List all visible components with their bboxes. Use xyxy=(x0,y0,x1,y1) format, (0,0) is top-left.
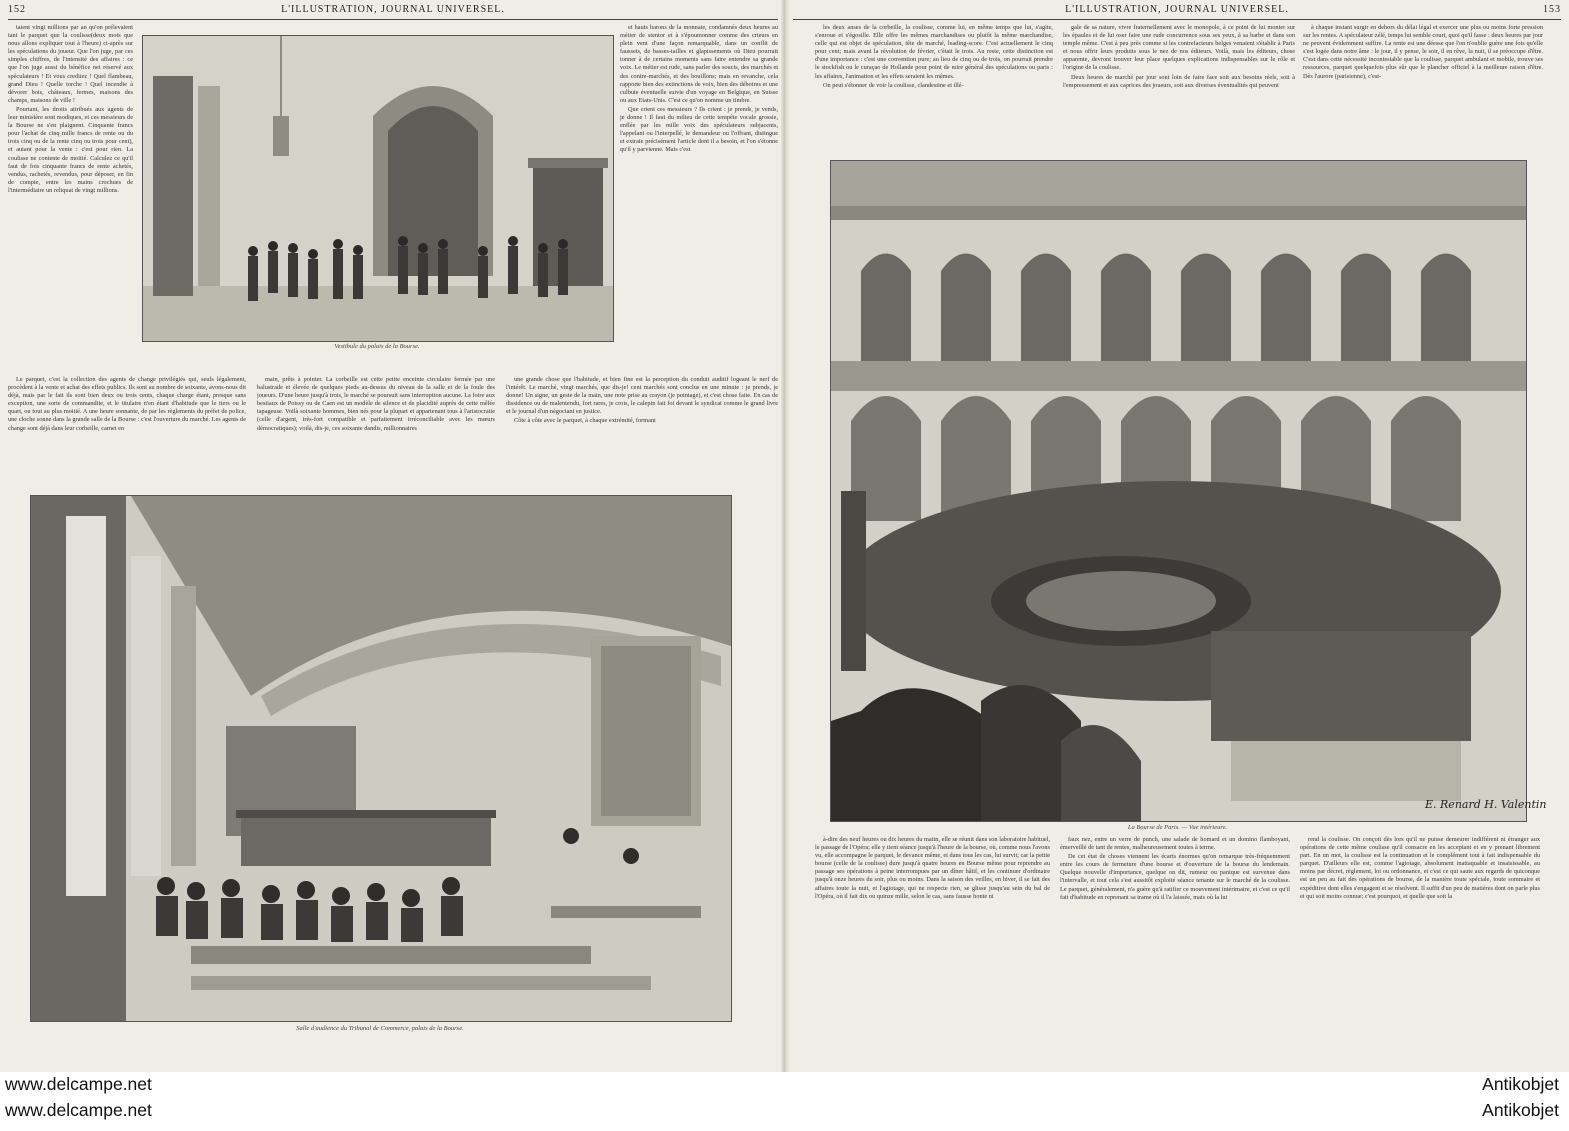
text-column-top-1 xyxy=(815,24,1053,136)
header-rule xyxy=(793,19,1561,20)
page-number-right: 153 xyxy=(1543,4,1561,15)
paragraph: à-dire des neuf heures ou dix heures du matin, elle se réunit dans son laboratoire habituel, le passage de l'Opéra; elle y tient séance jusqu'à l'heure de la bourse, où, comme nous l'avons vu, elle accompagne le parquet, le devance même, et dans tous les cas, lui survit; car la petite bourse (celle de la coulisse) dure jusqu'à quatre heures en Bourse même pour reprendre au passage ses opérations à peine interrompues par un dîner hâtif, et les continuer d'ordinaire jusqu'à onze heures du soir, plus ou moins. Dans la saison des veilles, en hiver, il se fait des affaires toute la nuit, et l'agiotage, qui ne respecte rien, se glisse jusqu'au sein du bal de l'Opéra, où il fait dix ou quinze mille, selon le cas, sans fausse honte ni xyxy=(815,836,1050,900)
engraving-vestibule xyxy=(143,36,613,341)
text-column-left-2 xyxy=(620,24,778,370)
watermark-text: www.delcampe.net xyxy=(5,1100,152,1120)
text-column-bottom-3 xyxy=(1300,836,1540,1061)
paragraph: On peut s'étonner de voir la coulisse, clandestine et illé- xyxy=(823,81,964,89)
paragraph: gale de sa nature, vivre fraternellement avec le monopole, à ce point de lui monter sur les épaules et de lui oser faire une rude concurrence sous ses yeux, à sa barbe et dans son temple même. C'est à peu près comme si les contrefacteurs belges venaient s'établir à Paris et nous offrir leurs produits sous le nez de nos éditeurs. Voilà, mais les éditeurs, chose apparente, devront trouver leur place quelques explications indispensables sur le rôle et l'origine de la coulisse. xyxy=(1063,24,1295,72)
illustration-vestibule xyxy=(142,35,614,342)
paragraph: Deux heures de marché par jour sont loin de faire face soit aux besoins réels, soit à l'empressement et aux caprices des joueurs, soit aux diverses éventualités qui peuvent xyxy=(1063,73,1295,89)
illustration-bourse xyxy=(830,160,1527,822)
paragraph: et hauts barons de la monnaie, condamnés deux heures au métier de stentor et à s'époumonner comme des crieurs en plein vent d'une façon remarquable, dans un conflit de faussets, de basses-tailles et glapissements où Dieu pourrait tonner à de certains moments sans faire entendre sa grande voix. Le métier est rude, sans parler des soucis, des marchés et des contre-marchés, et des bouillons; mais en revanche, cela rapporte bien des extinctions de voix, bien des déboires et une culbute éventuelle suivie d'un voyage en Belgique, en Suisse ou aux Etats-Unis. C'est ce qu'on nomme un timbre. xyxy=(620,24,778,104)
paragraph: De cet état de choses viennent les écarts énormes qu'on remarque très-fréquemment entre les cours de fermeture d'une bourse et d'ouverture de la bourse du lendemain. Quelque nouvelle d'importance, quelque on dit, rumeur ou panique est survenue dans l'intervalle, et tout cela s'est aussitôt exploité séance tenante sur le marché de la coulisse. Le parquet, généralement, n'a guère qu'à ratifier ce mouvement intérimaire, et c'est ce qu'il fait d'habitude en reprenant sa trame où il l'a laissée, mais où la lui xyxy=(1060,853,1290,901)
paragraph: Le parquet, c'est la collection des agents de change privilégiés qui, seuls légalement, procèdent à la vente et achat des effets publics. Ils sont au nombre de soixante, avons-nous dit déjà, mais par le fait ils sont bien deux ou trois cents, chaque charge étant, presque sans exception, une sorte de commandite, et le titulaire n'en étant d'habitude que le tiers ou le quart, ou tout au plus moitié. A une heure sonnante, de par les règlements du préfet de police, une cloche sonne dans la grande salle de la Bourse : c'est l'ouverture du marché. Les agents de change sont déjà dans leur corbeille, carnet en xyxy=(8,376,246,432)
illustration-tribunal xyxy=(30,495,732,1022)
watermark-text: Antikobjet xyxy=(1482,1074,1559,1094)
paragraph: Côte à côte avec le parquet, à chaque extrémité, formant xyxy=(514,417,656,425)
watermark-text: www.delcampe.net xyxy=(5,1074,152,1094)
text-column-top-2 xyxy=(1063,24,1295,136)
engraving-tribunal xyxy=(31,496,731,1021)
text-column-mid-1 xyxy=(8,376,246,488)
text-column-bottom-1 xyxy=(815,836,1050,1061)
paragraph: Que crient ces messieurs ? Ils crient : je prends, je vends, je donne ! Il faut du milieu de cette tempête vocale grossie, enflée par les mille voix des spéculateurs subjacents, l'appelant ou l'interpellé, le demandeur ou l'offrant, distingue et extraie précisément l'article dont il a besoin, et l'on s'étonne qu'il y parvienne. Mais c'est xyxy=(620,105,778,154)
running-title-left: L'ILLUSTRATION, JOURNAL UNIVERSEL. xyxy=(281,4,505,15)
text-column-mid-3 xyxy=(506,376,778,488)
paragraph: rend la coulisse. On conçoit dès lors qu'il ne puisse demeurer indifférent ni étranger aux opérations de cette même coulisse qu'il consacre en les acceptant et en y prenant librement part. En un mot, la coulisse est la continuation et le complément tout à fait indispensable du parquet. D'ailleurs elle est, comme l'agiotage, absolument inattaquable et insaisissable, au moins par décret, règlement, loi ou ordonnance, et c'est ce qui saute aux regards de quiconque est un peu au fait des opérations de bourse, de la manière toute spéciale, toute sommaire et expéditive dont elles s'engagent et se résolvent. Il suffit d'un peu de matières dont on parle plus et qui soit moins connue; c'est pourquoi, et quelle que soit la xyxy=(1300,836,1540,900)
text-column-top-3 xyxy=(1303,24,1543,156)
paragraph: taient vingt millions par an qu'on prélevaient tant le parquet que la coulisse(deux mots que nous allons expliquer tout à l'heure) ci-après sur les spéculations du joueur. Que l'on juge, par ces simples chiffres, de l'intensité des affaires : ce que l'on juge aussi du bénéfice net réservé aux spéculateurs ! Et vous crediiez ! Quel flambeau, grand Dieu ! Quelle torche ! Quel incendie à dévorer bois, châteaux, fermes, maisons des champs, maisons de ville ! xyxy=(8,24,133,104)
text-column-bottom-2 xyxy=(1060,836,1290,1061)
running-head-right xyxy=(793,4,1561,18)
engraver-signature: E. Renard H. Valentin xyxy=(1425,798,1547,811)
caption-tribunal: Salle d'audience du Tribunal de Commerce, palais de la Bourse. xyxy=(296,1025,464,1032)
left-page xyxy=(0,0,784,1072)
paragraph: main, prêts à pointer. La corbeille est cette petite enceinte circulaire fermée par une balustrade et élevée de quelques pieds au-dessus du niveau de la salle et de la foule des joueurs. D'une heure jusqu'à trois, le marché se poursuit sans interruption aucune. La foire aux bestiaux de Poissy ou de Caen est un modèle de silence et de placidité auprès de cette mêlée tapageuse. Voilà soixante hommes, bien nés pour la plupart et appartenant tous à l'aristocratie (celle d'argent, très-fort compatible et parfaitement irréconciliable avec les mœurs démocratiques); voilà, dis-je, ces soixante dandis, millionnaires xyxy=(257,376,495,432)
paragraph: les deux anses de la corbeille, la coulisse, comme lui, en même temps que lui, s'agite, s'enroue et s'égosille. Elle offre les mêmes marchandises ou plutôt la même marchandise, celle qui est objet de spéculation, tête de marché, leading-score. C'est actuellement le cinq pour cent; mais avant la révolution de février, c'était le trois. Au reste, cette distinction est d'une importance : c'est une convention pure; au lieu de cinq ou de trois, on pourrait prendre le stockfish ou le curaçao de Hollande pour point de mire général des spéculations ou paris : les affaires, l'animation et les effets seraient les mêmes. xyxy=(815,24,1053,80)
text-column-left-1 xyxy=(8,24,133,374)
running-title-right: L'ILLUSTRATION, JOURNAL UNIVERSEL. xyxy=(1065,4,1289,15)
running-head-left xyxy=(8,4,778,18)
page-number-left: 152 xyxy=(8,4,26,15)
watermark-text: Antikobjet xyxy=(1482,1100,1559,1120)
caption-bourse: La Bourse de Paris. — Vue intérieure. xyxy=(1127,824,1228,831)
text-column-mid-2 xyxy=(257,376,495,488)
right-page xyxy=(785,0,1569,1072)
paragraph: une grande chose que l'habitude, et bien fine est la perception du conduit auditif logeant le nerf de l'intérêt. Le marché, vingt marchés, que dis-je! cent marchés sont conclus en une minute : je prends, je donne! Un signe, un geste de la main, une note prise au crayon (je pointage), et c'est chose faite. En cas de dissidence ou de malentendu, fort rares, je crois, le calepin fait foi devant le syndicat comme le grand livre et le journal d'un négociant en justice. xyxy=(506,376,778,416)
watermark-footer xyxy=(0,1072,1569,1131)
header-rule xyxy=(8,19,778,20)
engraving-bourse xyxy=(831,161,1526,821)
caption-vestibule: Vestibule du palais de la Bourse. xyxy=(334,343,420,350)
paragraph: faux nez, entre un verre de punch, une salade de homard et un domino flamboyant, émerveillé de tant de rentes, malheureusement toutes à terme. xyxy=(1060,836,1290,852)
paragraph: à chaque instant surgir en dehors du délai légal et exercer une plus ou moins forte pression sur les rentes. A spéculateur zélé, temps lui semble court, quoi qu'il fasse : deux heures par jour ne peuvent évidemment suffire. La rente est une déesse que l'on n'oublie guère une fois qu'elle s'est logée dans notre âme : le jour, il y pense, le soir, il en rêve, la nuit, il se préoccupe d'être. C'est dans cette nécessité incontestable que la coulisse, parquet ambulant et mobile, trouve ses ressources, parquet quelquefois plus sûr que le plancher officiel à la meilleure raison d'être. Dès l'aurore (parisienne), c'est- xyxy=(1303,24,1543,80)
paragraph: Pourtant, les droits attribués aux agents de leur ministère sont modiques, et ces messieurs de la Bourse ne s'en plaignent. Cinquante francs pour l'achat de cinq mille francs de rente ou du trois cinq ou de la rente cinq ou trois pour cent), et autant pour la vente : c'est pour rien. La coulisse ne contente de moitié. Calculez ce qu'il faut de fois cinquante francs de rente achetés, vendus, rachetés, revendus, pour déposer, en fin de compte, entre les mains crochues de l'intermédiaire un reliquat de vingt millions. xyxy=(8,105,133,194)
